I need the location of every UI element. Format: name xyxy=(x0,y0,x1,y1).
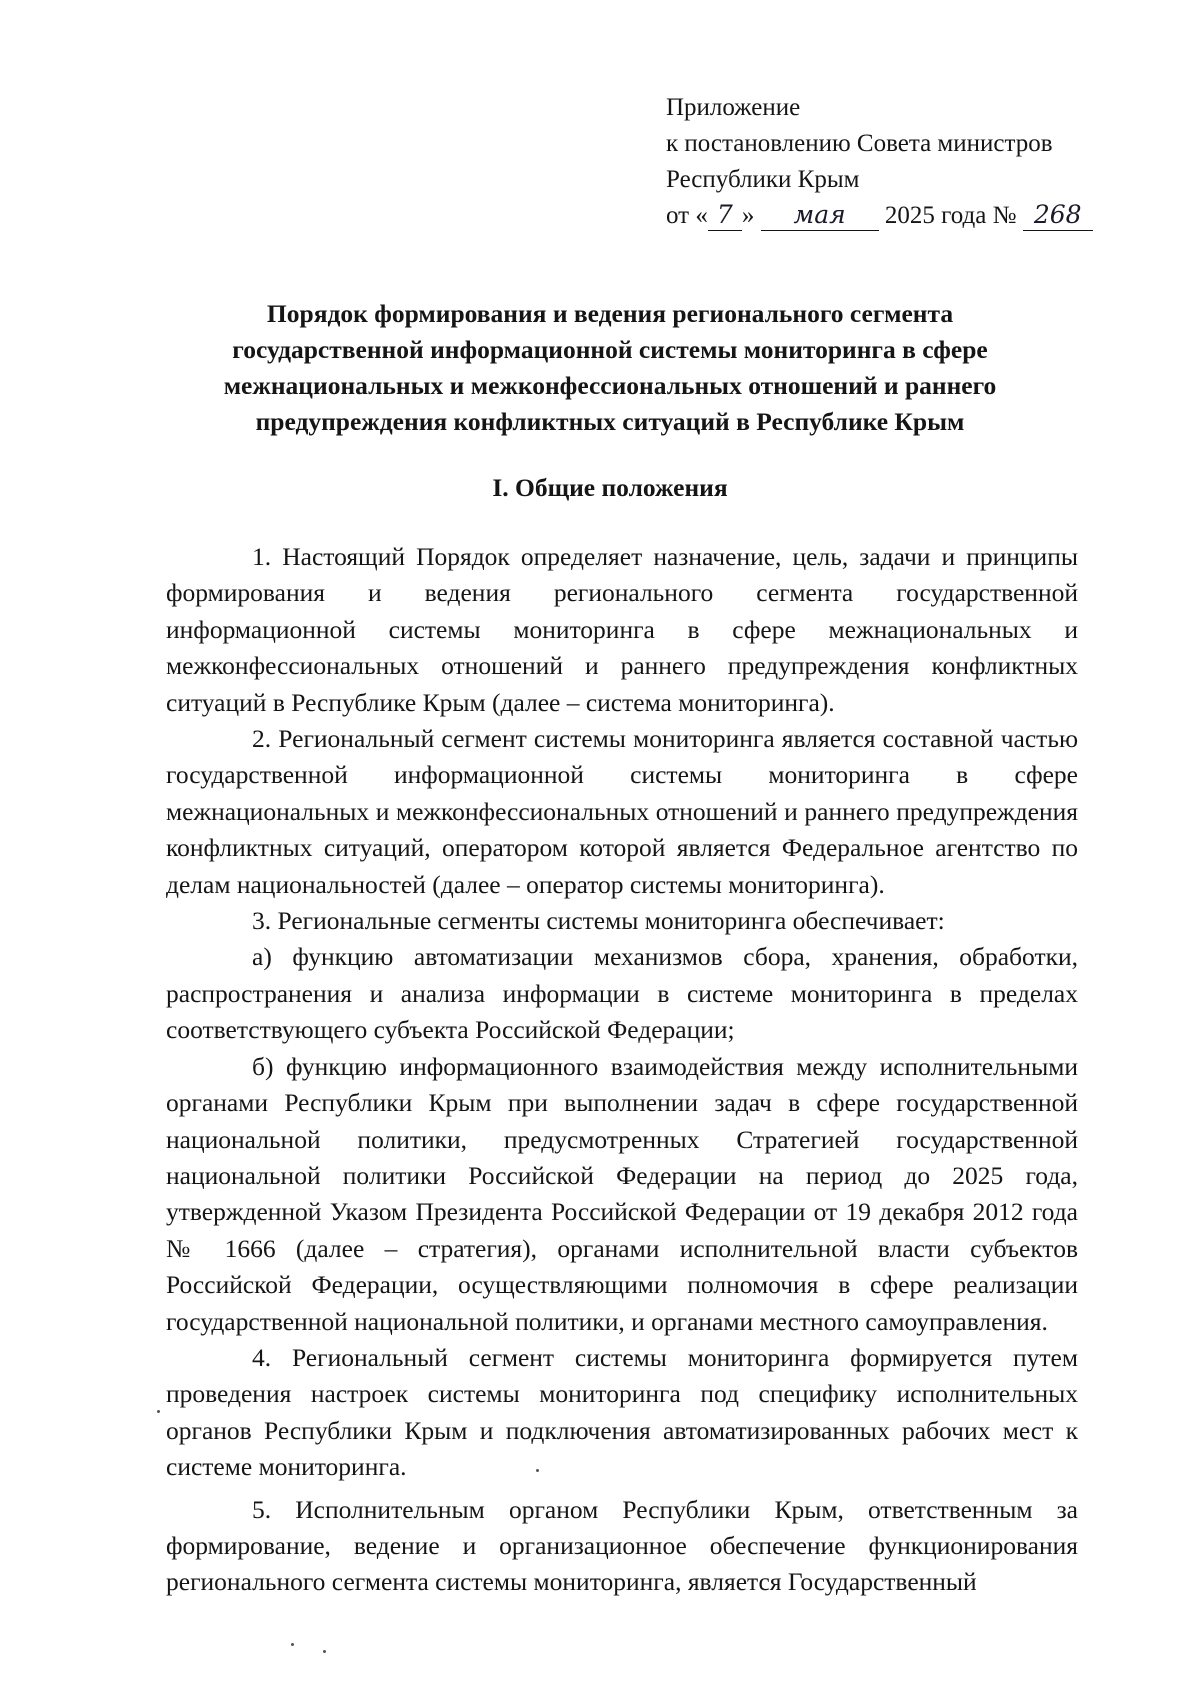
paragraph-2: 2. Региональный сегмент системы мониторинга является составной частью государственной информационной системы мониторинга в сфере межнациональных и межконфессиональных отношений и раннего предупреждения конфликтных ситуаций, оператором которой является Федеральное агентство по делам национальностей (далее – оператор системы мониторинга). xyxy=(166,724,1078,899)
handwritten-day: 7 xyxy=(708,200,742,231)
scan-speck xyxy=(536,1469,539,1472)
paragraph-3b: б) функцию информационного взаимодействия между исполнительными органами Республики Крым при выполнении задач в сфере государственной национальной политики, предусмотренных Стратегией государственной национальной политики Российской Федерации на период до 2025 года, утвержденной Указом Президента Российской Федерации от 19 декабря 2012 года № 1666 (далее – стратегия), органами исполнительной власти субъектов Российской Федерации, осуществляющими полномочия в сфере реализации государственной национальной политики, и органами местного самоуправления. xyxy=(166,1051,1078,1336)
paragraph-1: 1. Настоящий Порядок определяет назначение, цель, задачи и принципы формирования и ведения регионального сегмента государственной информационной системы мониторинга в сфере межнациональных и межконфессиональных отношений и раннего предупреждения конфликтных ситуаций в Республике Крым (далее – система мониторинга). xyxy=(166,542,1078,717)
date-year-text: 2025 года № xyxy=(884,202,1017,229)
paragraph-4: 4. Региональный сегмент системы мониторинга формируется путем проведения настроек системы мониторинга под специфику исполнительных органов Республики Крым и подключения автоматизированных рабочих мест к системе мониторинга. xyxy=(166,1342,1078,1482)
title-line-3: межнациональных и межконфессиональных отношений и раннего xyxy=(223,371,997,400)
appendix-line-1: Приложение xyxy=(666,94,801,121)
scan-speck xyxy=(157,1410,160,1413)
handwritten-number: 268 xyxy=(1023,200,1093,231)
appendix-line-3: Республики Крым xyxy=(666,166,860,193)
appendix-line-2: к постановлению Совета министров xyxy=(666,130,1053,157)
document-title xyxy=(160,296,1060,440)
scan-speck xyxy=(291,1643,294,1646)
paragraph-3a: а) функцию автоматизации механизмов сбора, хранения, обработки, распространения и анализа информации в системе мониторинга в пределах соответствующего субъекта Российской Федерации; xyxy=(166,942,1078,1045)
title-line-2: государственной информационной системы мониторинга в сфере xyxy=(232,335,988,364)
title-line-1: Порядок формирования и ведения регионального сегмента xyxy=(266,299,954,328)
handwritten-month: мая xyxy=(761,200,879,231)
paragraph-5: 5. Исполнительным органом Республики Крым, ответственным за формирование, ведение и организационное обеспечение функционирования регионального сегмента системы мониторинга, является Государственный xyxy=(166,1494,1078,1597)
appendix-block xyxy=(666,90,1093,234)
date-mid: » xyxy=(741,202,755,229)
scan-speck xyxy=(323,1650,326,1653)
paragraph-3: 3. Региональные сегменты системы мониторинга обеспечивает: xyxy=(252,906,945,936)
document-body xyxy=(166,539,1078,1601)
section-heading: I. Общие положения xyxy=(492,473,728,502)
appendix-date-line xyxy=(666,198,1093,234)
title-line-4: предупреждения конфликтных ситуаций в Республике Крым xyxy=(255,407,965,436)
date-prefix: от « xyxy=(666,202,708,229)
